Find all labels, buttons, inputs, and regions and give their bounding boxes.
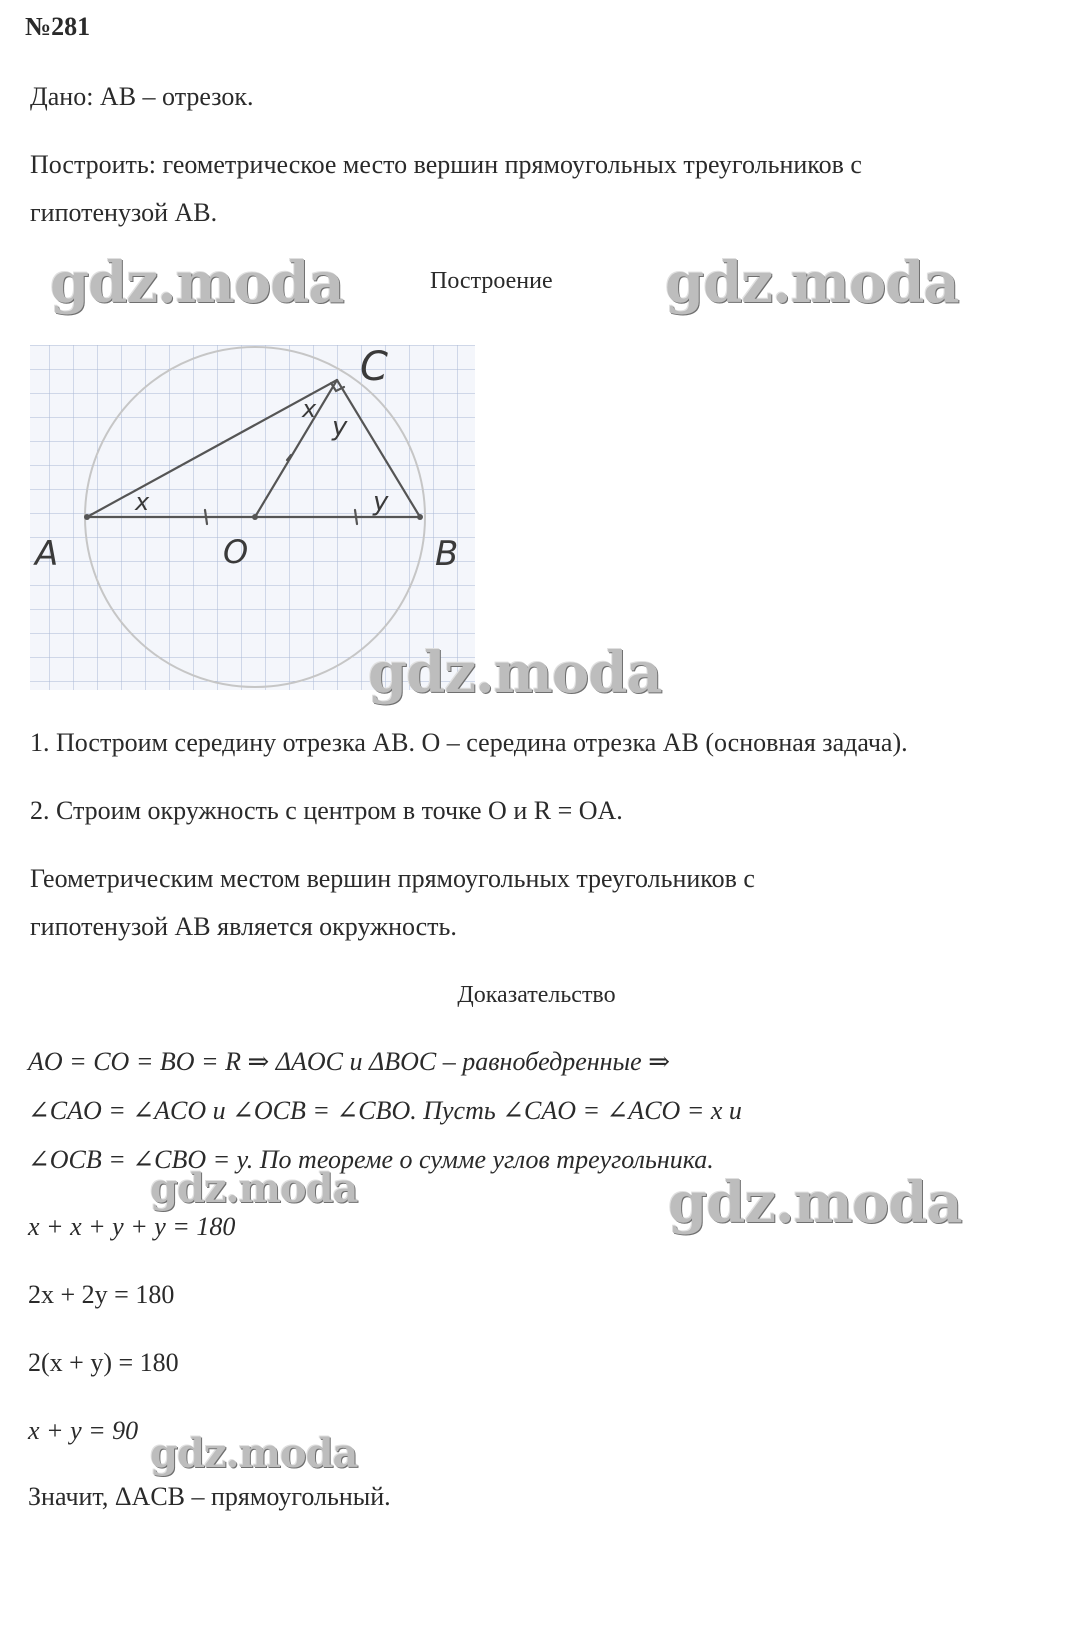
watermark: gdz.moda [668, 1170, 962, 1236]
watermark: gdz.moda [50, 250, 344, 316]
label-b: B [435, 534, 459, 574]
problem-number: №281 [25, 12, 91, 41]
conclusion-line1: Геометрическим местом вершин прямоугольных треугольников с [30, 864, 755, 893]
label-x-bottom: x [135, 488, 150, 516]
proof-line-1: AO = CO = BO = R ⇒ ΔAOC и ΔBOC – равнобедренные ⇒ [28, 1047, 670, 1076]
label-y-bottom: y [373, 487, 389, 517]
given-text: Дано: AB – отрезок. [30, 82, 254, 111]
construct-text-line2: гипотенузой AB. [30, 198, 218, 227]
watermark: gdz.moda [368, 640, 662, 706]
proof-heading: Доказательство [457, 982, 616, 1008]
equation-1: x + x + y + y = 180 [28, 1212, 236, 1241]
label-a: A [35, 534, 59, 574]
equation-2: 2x + 2y = 180 [28, 1280, 175, 1309]
step-1: 1. Построим середину отрезка AB. O – середина отрезка AB (основная задача). [30, 728, 908, 757]
conclusion-line2: гипотенузой AB является окружность. [30, 912, 457, 941]
step-2: 2. Строим окружность с центром в точке O и R = OA. [30, 796, 623, 825]
point-a [84, 514, 90, 520]
construction-heading: Построение [430, 268, 553, 294]
label-o: O [223, 533, 249, 571]
point-b [417, 514, 423, 520]
proof-line-3: ∠OCB = ∠CBO = y. По теореме о сумме углов треугольника. [28, 1145, 714, 1174]
label-y-top: y [332, 412, 348, 442]
proof-line-2: ∠CAO = ∠ACO и ∠OCB = ∠CBO. Пусть ∠CAO = ∠ACO = x и [28, 1096, 742, 1125]
construction-figure [25, 345, 485, 690]
watermark: gdz.moda [665, 250, 959, 316]
equation-4: x + y = 90 [28, 1416, 139, 1445]
label-x-top: x [302, 395, 317, 423]
watermark: gdz.moda [150, 1430, 358, 1477]
equation-3: 2(x + y) = 180 [28, 1348, 179, 1377]
final-statement: Значит, ΔACB – прямоугольный. [28, 1482, 391, 1511]
point-o [252, 514, 258, 520]
construct-text-line1: Построить: геометрическое место вершин прямоугольных треугольников с [30, 150, 862, 179]
label-c: C [360, 345, 388, 390]
watermark: gdz.moda [150, 1165, 358, 1212]
